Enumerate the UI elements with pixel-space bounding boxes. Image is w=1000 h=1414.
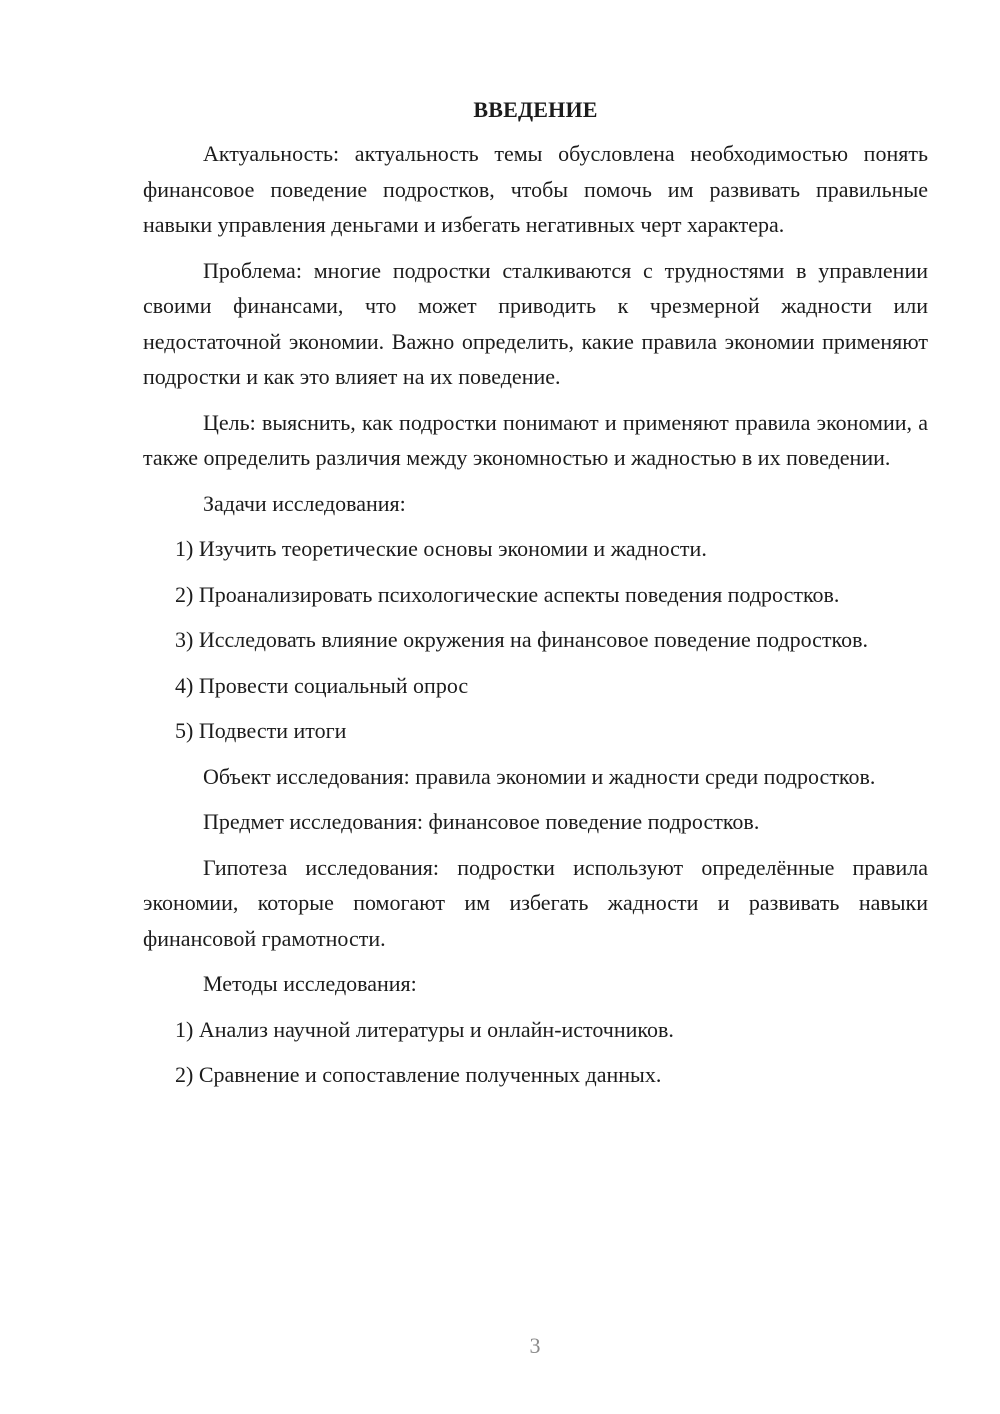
page-number: 3 (529, 1333, 541, 1358)
task-item-4: 4) Провести социальный опрос (175, 672, 469, 698)
page-content (143, 94, 928, 1103)
section-title: ВВЕДЕНИЕ (473, 97, 598, 122)
method-item-2: 2) Сравнение и сопоставление полученных данных. (175, 1062, 662, 1087)
methods-heading: Методы исследования: (203, 971, 417, 996)
task-item-1: 1) Изучить теоретические основы экономии и жадности. (175, 536, 707, 561)
paragraph-subject: Предмет исследования: финансовое поведение подростков. (203, 809, 760, 834)
paragraph-goal: Цель: выяснить, как подростки понимают и применяют правила экономии, а также определить различия между экономностью и жадностью в их поведении. (143, 409, 928, 470)
task-item-2: 2) Проанализировать психологические аспекты поведения подростков. (175, 581, 840, 607)
method-item-1: 1) Анализ научной литературы и онлайн-источников. (175, 1016, 674, 1042)
paragraph-actuality: Актуальность: актуальность темы обусловлена необходимостью понять финансовое поведение подростков, чтобы помочь им развивать правильные навыки управления деньгами и избегать негативных черт характера. (143, 141, 928, 237)
paragraph-hypothesis: Гипотеза исследования: подростки используют определённые правила экономии, которые помогают им избегать жадности и развивать навыки финансовой грамотности. (143, 854, 928, 951)
paragraph-problem: Проблема: многие подростки сталкиваются с трудностями в управлении своими финансами, что может приводить к чрезмерной жадности или недостаточной экономии. Важно определить, какие правила экономии применяют подростки и как это влияет на их поведение. (143, 257, 928, 389)
task-item-3: 3) Исследовать влияние окружения на финансовое поведение подростков. (175, 627, 868, 652)
task-item-5: 5) Подвести итоги (175, 718, 347, 743)
paragraph-object: Объект исследования: правила экономии и жадности среди подростков. (203, 763, 876, 789)
tasks-heading: Задачи исследования: (203, 490, 406, 516)
